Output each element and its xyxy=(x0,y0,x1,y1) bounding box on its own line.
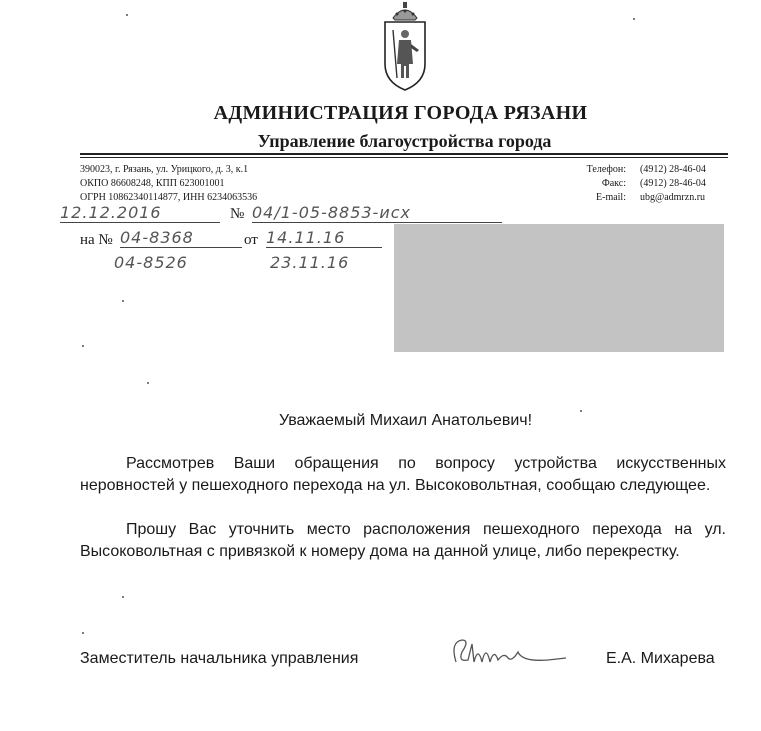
incoming-date: 23.11.16 xyxy=(270,253,350,272)
body-paragraph: Прошу Вас уточнить место расположения пешеходного перехода на ул. Высоковольтная с привязкой к номеру дома на данной улице, либо перекрестку. xyxy=(80,521,726,560)
header-divider xyxy=(80,153,728,155)
scan-speck xyxy=(82,345,84,347)
scan-speck xyxy=(122,596,124,598)
address-line: ОКПО 86608248, КПП 623001001 xyxy=(80,178,225,189)
incoming-number: 04-8526 xyxy=(114,253,188,272)
header-divider-thin xyxy=(80,157,728,158)
incoming-date: 14.11.16 xyxy=(266,228,382,248)
fax-value: (4912) 28-46-04 xyxy=(640,178,706,189)
incoming-date-label: от xyxy=(244,232,258,248)
organization-subtitle: Управление благоустройства города xyxy=(257,131,552,151)
outgoing-date: 12.12.2016 xyxy=(60,203,220,223)
scan-speck xyxy=(126,14,128,16)
scan-speck xyxy=(82,632,84,634)
scan-speck xyxy=(580,410,582,412)
scan-speck xyxy=(147,382,149,384)
incoming-number: 04-8368 xyxy=(120,228,242,248)
email-label: E-mail: xyxy=(596,192,626,203)
salutation: Уважаемый Михаил Анатольевич! xyxy=(278,412,533,429)
coat-of-arms-logo xyxy=(379,0,431,92)
contact-labels xyxy=(560,163,626,205)
organization-address xyxy=(80,163,380,205)
signer-name: Е.А. Михарева xyxy=(606,650,715,667)
fax-label: Факс: xyxy=(601,178,626,189)
redacted-recipient-block xyxy=(394,224,724,352)
outgoing-number: 04/1-05-8853-исх xyxy=(252,203,502,223)
signer-title: Заместитель начальника управления xyxy=(80,650,359,667)
organization-title: АДМИНИСТРАЦИЯ ГОРОДА РЯЗАНИ xyxy=(213,102,588,124)
body-paragraph: Рассмотрев Ваши обращения по вопросу устройства искусственных неровностей у пешеходного перехода на ул. Высоковольтная, сообщаю следующее. xyxy=(80,455,726,494)
phone-label: Телефон: xyxy=(586,164,626,175)
scan-speck xyxy=(633,18,635,20)
incoming-number-label: на № xyxy=(80,232,113,248)
phone-value: (4912) 28-46-04 xyxy=(640,164,706,175)
email-value: ubg@admrzn.ru xyxy=(640,192,706,203)
number-sign: № xyxy=(230,206,245,222)
contact-values xyxy=(640,163,740,205)
address-line: ОГРН 10862340114877, ИНН 6234063536 xyxy=(80,192,258,203)
address-line: 390023, г. Рязань, ул. Урицкого, д. 3, к.1 xyxy=(80,164,249,175)
scan-speck xyxy=(122,300,124,302)
handwritten-signature xyxy=(448,632,568,672)
